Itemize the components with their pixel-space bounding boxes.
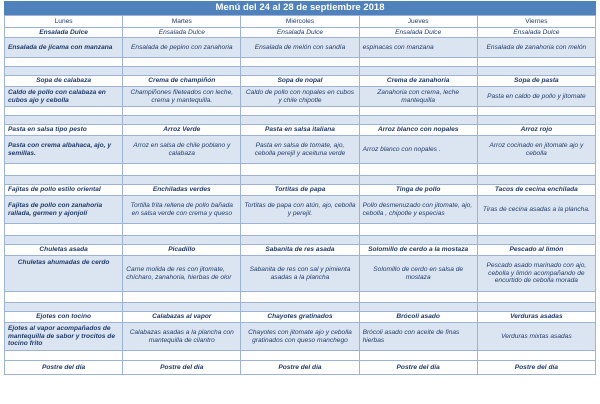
dish-description: Pollo desmenuzado con jitomate, ajo, cebolla , chipotle y especias [359,196,477,224]
spacer-row [5,58,596,67]
dish-name: Calabazas al vapor [123,312,241,323]
dish-description: Solomillo de cerdo en salsa de mostaza [359,256,477,292]
dish-description: Ejotes al vapor acompañados de mantequilla de sabor y trocitos de tocino frito [5,323,123,351]
dish-name-row [5,76,596,87]
dish-name: Solomillo de cerdo a la mostaza [359,245,477,256]
dish-name: Pasta en salsa tipo pesto [5,125,123,136]
dish-description: Ensalada de pepino con zanahoria [123,38,241,58]
dish-name: Sabanita de res asada [241,245,359,256]
dish-name: Crema de zanahoria [359,76,477,87]
spacer-row [5,164,596,176]
dish-desc-row [5,256,596,292]
dish-desc-row [5,323,596,351]
dish-name: Ensalada Dulce [123,28,241,38]
dish-name: Chayotes gratinados [241,312,359,323]
dish-description: Chayotes con jitomate ajo y cebolla gratinados con queso manchego [241,323,359,351]
day-header-martes: Martes [123,16,241,28]
dish-name: Arroz Verde [123,125,241,136]
dish-description: Fajitas de pollo con zanahoria rallada, germen y ajonjolí [5,196,123,224]
dish-name: Arroz blanco con nopales [359,125,477,136]
dish-name-row [5,28,596,38]
dish-description: Carne molida de res con jitomate, chícharo, zanahoria, hierbas de olor [123,256,241,292]
day-header-viernes: Viernes [477,16,595,28]
dish-name: Picadillo [123,245,241,256]
dish-description: Caldo de pollo con nopales en cubos y chile chipotle [241,87,359,107]
dish-description: Brócoli asado con aceite de finas hierbas [359,323,477,351]
dish-description: Arroz en salsa de chile poblano y calabaza [123,136,241,164]
dish-name: Ensalada Dulce [477,28,595,38]
dish-description: Arroz cocinado en jitomate ajo y cebolla [477,136,595,164]
dish-name: Sopa de calabaza [5,76,123,87]
day-header-miercoles: Miércoles [241,16,359,28]
dish-name: Ejotes con tocino [5,312,123,323]
dish-name: Tinga de pollo [359,185,477,196]
dish-description: Tortitas de papa con atún, ajo, cebolla y perejil. [241,196,359,224]
weekly-menu [4,1,596,375]
day-header-row [5,16,596,28]
spacer-row [5,67,596,76]
dish-description: Tortilla frita rellena de pollo bañada en salsa verde con crema y queso [123,196,241,224]
dish-description: Chuletas ahumadas de cerdo [5,256,123,292]
dessert-item: Postre del día [359,361,477,375]
dish-name: Ensalada Dulce [5,28,123,38]
dish-description: Pasta en caldo de pollo y jitomate [477,87,595,107]
dish-name: Fajitas de pollo estilo oriental [5,185,123,196]
dish-name: Ensalada Dulce [359,28,477,38]
dish-description: Caldo de pollo con calabaza en cubos ajo y cebolla [5,87,123,107]
day-header-lunes: Lunes [5,16,123,28]
dish-name: Tacos de cecina enchilada [477,185,595,196]
dish-description: espinacas con manzana [359,38,477,58]
spacer-row [5,116,596,125]
dish-description: Verduras mixtas asadas [477,323,595,351]
menu-table [4,15,596,375]
dish-name: Enchiladas verdes [123,185,241,196]
dish-name-row [5,185,596,196]
spacer-row [5,303,596,312]
spacer-row [5,224,596,236]
dish-name: Ensalada Dulce [241,28,359,38]
spacer-row [5,292,596,303]
dish-name: Pescado al limón [477,245,595,256]
dish-desc-row [5,196,596,224]
spacer-row [5,236,596,245]
dessert-row [5,361,596,375]
dessert-item: Postre del día [123,361,241,375]
dish-description: Ensalada de jícama con manzana [5,38,123,58]
dish-desc-row [5,87,596,107]
spacer-row [5,107,596,116]
dish-description: Ensalada de melón con sandía [241,38,359,58]
day-header-jueves: Jueves [359,16,477,28]
dish-name: Crema de champiñón [123,76,241,87]
dish-desc-row [5,136,596,164]
dish-description: Pasta en salsa de tomate, ajo, cebolla perejil y aceituna verde [241,136,359,164]
dish-name-row [5,125,596,136]
dessert-item: Postre del día [477,361,595,375]
dish-name: Verduras asadas [477,312,595,323]
dish-description: Pescado asado marinado con ajo, cebolla y limón acompañando de encurtido de cebolla morada [477,256,595,292]
dish-name-row [5,245,596,256]
dish-name: Chuletas asada [5,245,123,256]
dish-name: Brócoli asado [359,312,477,323]
dish-description: Sabanita de res con sal y pimienta asadas a la plancha [241,256,359,292]
dish-description: Calabazas asadas a la plancha con mantequilla de cilantro [123,323,241,351]
dish-desc-row [5,38,596,58]
dish-name: Pasta en salsa italiana [241,125,359,136]
dish-name: Arroz rojo [477,125,595,136]
dish-description: Tiras de cecina asadas a la plancha. [477,196,595,224]
dish-name: Sopa de nopal [241,76,359,87]
dish-name: Tortitas de papa [241,185,359,196]
dish-description: Ensalada de zanahoria con melón [477,38,595,58]
dish-name-row [5,312,596,323]
dessert-item: Postre del día [241,361,359,375]
menu-title: Menú del 24 al 28 de septiembre 2018 [4,1,596,15]
spacer-row [5,176,596,185]
dish-description: Zanahoria con crema, leche mantequilla [359,87,477,107]
dish-description: Arroz blanco con nopales . [359,136,477,164]
dish-name: Sopa de pasta [477,76,595,87]
spacer-row [5,351,596,361]
dish-description: Pasta con crema albahaca, ajo, y semillas. [5,136,123,164]
dish-description: Champiñones fileteados con leche, crema y mantequilla. [123,87,241,107]
dessert-item: Postre del día [5,361,123,375]
